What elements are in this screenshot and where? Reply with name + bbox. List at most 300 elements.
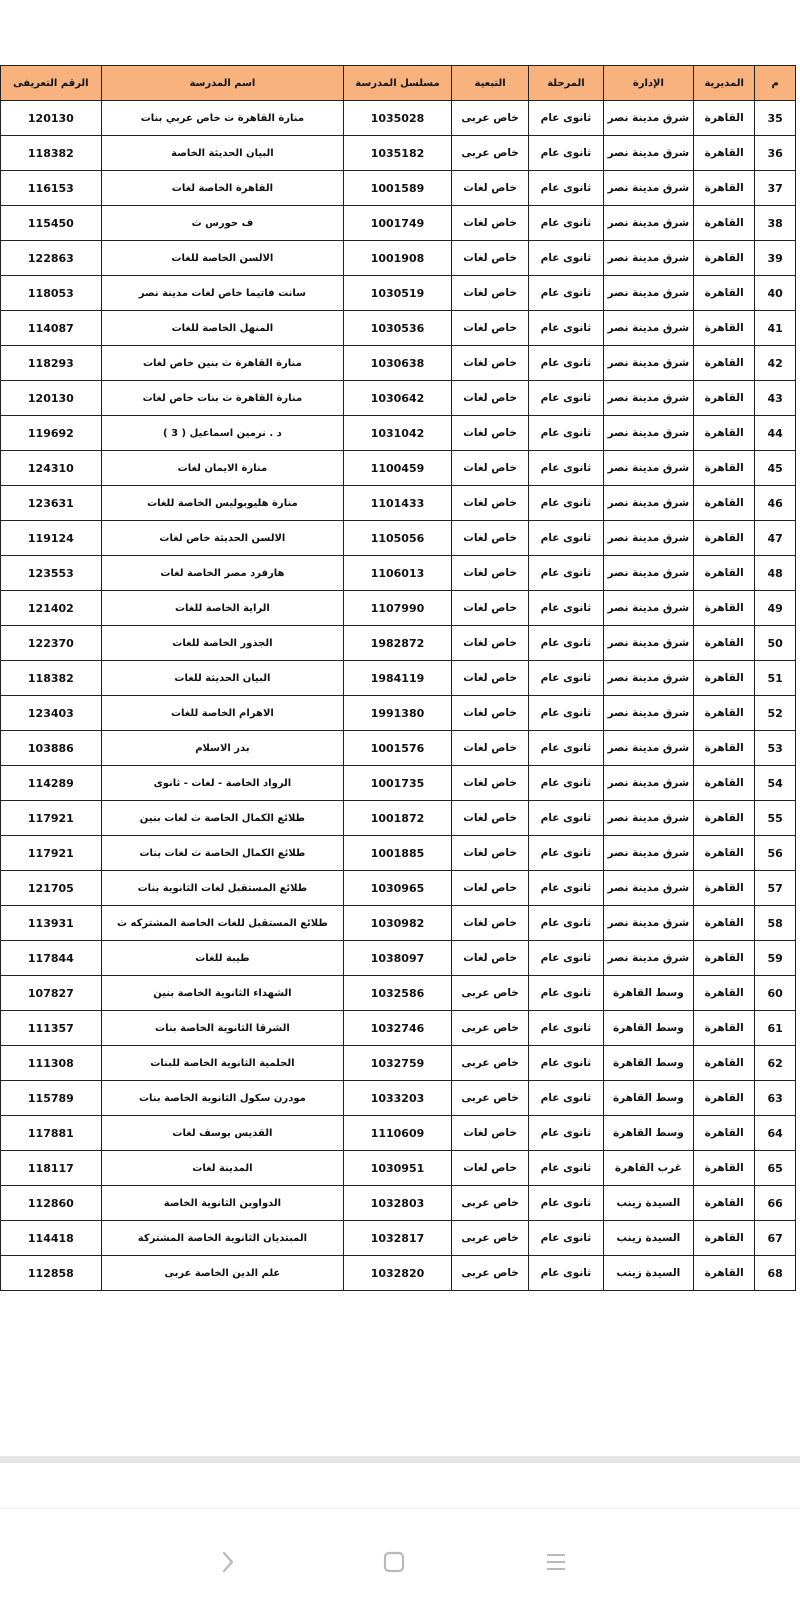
- cell-administration: شرق مدينة نصر: [603, 451, 694, 486]
- cell-governorate: القاهرة: [694, 206, 755, 241]
- cell-governorate: القاهرة: [694, 276, 755, 311]
- cell-code: 120130: [1, 101, 102, 136]
- cell-administration: شرق مدينة نصر: [603, 661, 694, 696]
- cell-administration: السيدة زينب: [603, 1256, 694, 1291]
- cell-index: 50: [755, 626, 796, 661]
- cell-school-name: الحلمية الثانوية الخاصة للبنات: [101, 1046, 343, 1081]
- cell-governorate: القاهرة: [694, 1116, 755, 1151]
- cell-school-name: المدينة لغات: [101, 1151, 343, 1186]
- cell-code: 118053: [1, 276, 102, 311]
- table-row: [1, 941, 796, 976]
- cell-affiliation: خاص عربى: [451, 136, 528, 171]
- cell-stage: ثانوى عام: [529, 1116, 603, 1151]
- cell-stage: ثانوى عام: [529, 871, 603, 906]
- cell-administration: وسط القاهرة: [603, 976, 694, 1011]
- cell-serial: 1001872: [344, 801, 452, 836]
- cell-index: 52: [755, 696, 796, 731]
- table-row: [1, 766, 796, 801]
- table-row: [1, 486, 796, 521]
- cell-code: 123631: [1, 486, 102, 521]
- cell-governorate: القاهرة: [694, 1011, 755, 1046]
- cell-index: 47: [755, 521, 796, 556]
- table-row: [1, 731, 796, 766]
- cell-affiliation: خاص لغات: [451, 871, 528, 906]
- cell-code: 122863: [1, 241, 102, 276]
- cell-affiliation: خاص لغات: [451, 311, 528, 346]
- table-row: [1, 171, 796, 206]
- cell-stage: ثانوى عام: [529, 136, 603, 171]
- table-body: [1, 101, 796, 1291]
- cell-governorate: القاهرة: [694, 451, 755, 486]
- cell-stage: ثانوى عام: [529, 1046, 603, 1081]
- cell-code: 116153: [1, 171, 102, 206]
- cell-governorate: القاهرة: [694, 1046, 755, 1081]
- cell-affiliation: خاص عربى: [451, 1011, 528, 1046]
- cell-governorate: القاهرة: [694, 416, 755, 451]
- cell-serial: 1100459: [344, 451, 452, 486]
- header-school-name: اسم المدرسة: [101, 66, 343, 101]
- cell-governorate: القاهرة: [694, 486, 755, 521]
- cell-serial: 1033203: [344, 1081, 452, 1116]
- table-row: [1, 241, 796, 276]
- cell-governorate: القاهرة: [694, 871, 755, 906]
- table-row: [1, 1256, 796, 1291]
- table-row: [1, 1151, 796, 1186]
- cell-administration: شرق مدينة نصر: [603, 171, 694, 206]
- cell-stage: ثانوى عام: [529, 416, 603, 451]
- table-row: [1, 626, 796, 661]
- cell-administration: السيدة زينب: [603, 1221, 694, 1256]
- cell-stage: ثانوى عام: [529, 696, 603, 731]
- cell-administration: شرق مدينة نصر: [603, 801, 694, 836]
- cell-affiliation: خاص عربى: [451, 1256, 528, 1291]
- cell-administration: شرق مدينة نصر: [603, 381, 694, 416]
- cell-affiliation: خاص لغات: [451, 661, 528, 696]
- cell-code: 113931: [1, 906, 102, 941]
- back-button[interactable]: [213, 1547, 243, 1577]
- header-serial: مسلسل المدرسة: [344, 66, 452, 101]
- cell-affiliation: خاص لغات: [451, 451, 528, 486]
- table-row: [1, 836, 796, 871]
- cell-stage: ثانوى عام: [529, 731, 603, 766]
- cell-school-name: طلائع الكمال الخاصة ث لغات بنين: [101, 801, 343, 836]
- cell-index: 43: [755, 381, 796, 416]
- cell-school-name: علم الدين الخاصة عربى: [101, 1256, 343, 1291]
- cell-code: 111308: [1, 1046, 102, 1081]
- table-row: [1, 416, 796, 451]
- table-row: [1, 906, 796, 941]
- cell-code: 118382: [1, 661, 102, 696]
- cell-index: 41: [755, 311, 796, 346]
- cell-code: 124310: [1, 451, 102, 486]
- cell-school-name: د . نرمين اسماعيل ( 3 ): [101, 416, 343, 451]
- table-row: [1, 276, 796, 311]
- cell-code: 122370: [1, 626, 102, 661]
- cell-serial: 1106013: [344, 556, 452, 591]
- table-row: [1, 1186, 796, 1221]
- cell-administration: شرق مدينة نصر: [603, 241, 694, 276]
- cell-affiliation: خاص لغات: [451, 486, 528, 521]
- cell-code: 119692: [1, 416, 102, 451]
- cell-school-name: القديس يوسف لغات: [101, 1116, 343, 1151]
- cell-code: 114289: [1, 766, 102, 801]
- cell-index: 38: [755, 206, 796, 241]
- cell-stage: ثانوى عام: [529, 906, 603, 941]
- cell-governorate: القاهرة: [694, 1151, 755, 1186]
- cell-code: 118117: [1, 1151, 102, 1186]
- cell-administration: السيدة زينب: [603, 1186, 694, 1221]
- table-header-row: [1, 66, 796, 101]
- cell-serial: 1110609: [344, 1116, 452, 1151]
- cell-stage: ثانوى عام: [529, 206, 603, 241]
- table-row: [1, 521, 796, 556]
- cell-stage: ثانوى عام: [529, 836, 603, 871]
- cell-school-name: بدر الاسلام: [101, 731, 343, 766]
- cell-administration: شرق مدينة نصر: [603, 731, 694, 766]
- cell-school-name: طلائع المستقبل لغات الثانوية بنات: [101, 871, 343, 906]
- cell-affiliation: خاص لغات: [451, 416, 528, 451]
- cell-serial: 1030519: [344, 276, 452, 311]
- cell-index: 53: [755, 731, 796, 766]
- cell-index: 55: [755, 801, 796, 836]
- cell-affiliation: خاص لغات: [451, 276, 528, 311]
- recents-button[interactable]: [541, 1547, 571, 1577]
- cell-index: 46: [755, 486, 796, 521]
- cell-index: 57: [755, 871, 796, 906]
- cell-index: 51: [755, 661, 796, 696]
- cell-governorate: القاهرة: [694, 906, 755, 941]
- cell-governorate: القاهرة: [694, 661, 755, 696]
- cell-serial: 1032586: [344, 976, 452, 1011]
- cell-school-name: مودرن سكول الثانوية الخاصة بنات: [101, 1081, 343, 1116]
- cell-serial: 1105056: [344, 521, 452, 556]
- cell-governorate: القاهرة: [694, 346, 755, 381]
- cell-serial: 1038097: [344, 941, 452, 976]
- cell-code: 121402: [1, 591, 102, 626]
- cell-index: 36: [755, 136, 796, 171]
- cell-school-name: طلائع المستقبل للغات الخاصة المشتركه ث: [101, 906, 343, 941]
- cell-serial: 1001885: [344, 836, 452, 871]
- cell-governorate: القاهرة: [694, 1221, 755, 1256]
- cell-index: 68: [755, 1256, 796, 1291]
- bottom-divider: [0, 1456, 800, 1463]
- cell-stage: ثانوى عام: [529, 451, 603, 486]
- cell-school-name: منارة الايمان لغات: [101, 451, 343, 486]
- cell-governorate: القاهرة: [694, 101, 755, 136]
- cell-school-name: طيبة للغات: [101, 941, 343, 976]
- table-row: [1, 801, 796, 836]
- cell-serial: 1031042: [344, 416, 452, 451]
- cell-index: 56: [755, 836, 796, 871]
- cell-serial: 1032803: [344, 1186, 452, 1221]
- cell-serial: 1101433: [344, 486, 452, 521]
- cell-stage: ثانوى عام: [529, 941, 603, 976]
- cell-school-name: الشرقا الثانوية الخاصة بنات: [101, 1011, 343, 1046]
- cell-governorate: القاهرة: [694, 1256, 755, 1291]
- table-row: [1, 1116, 796, 1151]
- cell-affiliation: خاص لغات: [451, 1151, 528, 1186]
- cell-administration: شرق مدينة نصر: [603, 521, 694, 556]
- table-row: [1, 346, 796, 381]
- header-code: الرقم التعريفى: [1, 66, 102, 101]
- cell-governorate: القاهرة: [694, 696, 755, 731]
- cell-index: 48: [755, 556, 796, 591]
- cell-serial: 1032817: [344, 1221, 452, 1256]
- cell-school-name: الدواوين الثانوية الخاصة: [101, 1186, 343, 1221]
- cell-school-name: هارفرد مصر الخاصة لغات: [101, 556, 343, 591]
- table-row: [1, 136, 796, 171]
- cell-code: 121705: [1, 871, 102, 906]
- cell-school-name: الراية الخاصة للغات: [101, 591, 343, 626]
- cell-code: 117921: [1, 801, 102, 836]
- table-row: [1, 661, 796, 696]
- cell-governorate: القاهرة: [694, 836, 755, 871]
- cell-index: 62: [755, 1046, 796, 1081]
- table-row: [1, 1011, 796, 1046]
- cell-serial: 1982872: [344, 626, 452, 661]
- table-row: [1, 311, 796, 346]
- cell-administration: شرق مدينة نصر: [603, 871, 694, 906]
- cell-governorate: القاهرة: [694, 1186, 755, 1221]
- cell-governorate: القاهرة: [694, 731, 755, 766]
- cell-administration: شرق مدينة نصر: [603, 486, 694, 521]
- cell-stage: ثانوى عام: [529, 801, 603, 836]
- cell-code: 114418: [1, 1221, 102, 1256]
- cell-affiliation: خاص لغات: [451, 801, 528, 836]
- cell-index: 63: [755, 1081, 796, 1116]
- cell-serial: 1035028: [344, 101, 452, 136]
- cell-school-name: المبتديان الثانوية الخاصة المشتركة: [101, 1221, 343, 1256]
- cell-governorate: القاهرة: [694, 241, 755, 276]
- cell-affiliation: خاص لغات: [451, 906, 528, 941]
- cell-affiliation: خاص لغات: [451, 521, 528, 556]
- cell-code: 117881: [1, 1116, 102, 1151]
- cell-serial: 1030638: [344, 346, 452, 381]
- cell-index: 40: [755, 276, 796, 311]
- table-row: [1, 976, 796, 1011]
- cell-code: 112860: [1, 1186, 102, 1221]
- cell-school-name: البيان الحديثة للغات: [101, 661, 343, 696]
- cell-governorate: القاهرة: [694, 1081, 755, 1116]
- cell-affiliation: خاص عربى: [451, 1046, 528, 1081]
- cell-index: 44: [755, 416, 796, 451]
- cell-serial: 1032820: [344, 1256, 452, 1291]
- cell-governorate: القاهرة: [694, 521, 755, 556]
- cell-serial: 1032746: [344, 1011, 452, 1046]
- cell-code: 117921: [1, 836, 102, 871]
- cell-school-name: منارة القاهرة ث بنين خاص لغات: [101, 346, 343, 381]
- cell-code: 123403: [1, 696, 102, 731]
- cell-serial: 1001576: [344, 731, 452, 766]
- cell-school-name: طلائع الكمال الخاصة ث لغات بنات: [101, 836, 343, 871]
- cell-affiliation: خاص لغات: [451, 346, 528, 381]
- cell-administration: غرب القاهرة: [603, 1151, 694, 1186]
- chevron-right-icon: [220, 1550, 236, 1574]
- home-button[interactable]: [379, 1547, 409, 1577]
- cell-school-name: البيان الحديثة الخاصة: [101, 136, 343, 171]
- cell-governorate: القاهرة: [694, 801, 755, 836]
- cell-stage: ثانوى عام: [529, 1081, 603, 1116]
- schools-table-container[interactable]: [0, 65, 796, 1291]
- cell-serial: 1107990: [344, 591, 452, 626]
- cell-administration: شرق مدينة نصر: [603, 836, 694, 871]
- cell-serial: 1030642: [344, 381, 452, 416]
- cell-affiliation: خاص لغات: [451, 171, 528, 206]
- cell-administration: شرق مدينة نصر: [603, 766, 694, 801]
- cell-affiliation: خاص عربى: [451, 976, 528, 1011]
- cell-governorate: القاهرة: [694, 626, 755, 661]
- cell-index: 49: [755, 591, 796, 626]
- cell-administration: شرق مدينة نصر: [603, 101, 694, 136]
- cell-index: 45: [755, 451, 796, 486]
- cell-stage: ثانوى عام: [529, 311, 603, 346]
- cell-school-name: الرواد الخاصة - لغات - ثانوى: [101, 766, 343, 801]
- cell-index: 39: [755, 241, 796, 276]
- cell-governorate: القاهرة: [694, 381, 755, 416]
- cell-affiliation: خاص لغات: [451, 241, 528, 276]
- table-row: [1, 871, 796, 906]
- cell-governorate: القاهرة: [694, 766, 755, 801]
- cell-serial: 1030536: [344, 311, 452, 346]
- cell-code: 115789: [1, 1081, 102, 1116]
- header-stage: المرحلة: [529, 66, 603, 101]
- cell-school-name: منارة هليوبوليس الخاصة للغات: [101, 486, 343, 521]
- cell-index: 42: [755, 346, 796, 381]
- header-affiliation: التبعية: [451, 66, 528, 101]
- cell-school-name: الالسن الحديثة خاص لغات: [101, 521, 343, 556]
- cell-stage: ثانوى عام: [529, 1011, 603, 1046]
- table-row: [1, 591, 796, 626]
- cell-affiliation: خاص عربى: [451, 101, 528, 136]
- header-administration: الإدارة: [603, 66, 694, 101]
- table-row: [1, 101, 796, 136]
- menu-lines-icon: [544, 1550, 568, 1574]
- cell-school-name: الالسن الخاصة للغات: [101, 241, 343, 276]
- cell-school-name: منارة القاهرة ث بنات خاص لغات: [101, 381, 343, 416]
- cell-code: 123553: [1, 556, 102, 591]
- cell-affiliation: خاص عربى: [451, 1081, 528, 1116]
- cell-affiliation: خاص لغات: [451, 206, 528, 241]
- cell-affiliation: خاص لغات: [451, 836, 528, 871]
- table-row: [1, 556, 796, 591]
- schools-table: [0, 65, 796, 1291]
- cell-serial: 1032759: [344, 1046, 452, 1081]
- cell-index: 59: [755, 941, 796, 976]
- cell-code: 118293: [1, 346, 102, 381]
- cell-serial: 1030965: [344, 871, 452, 906]
- cell-affiliation: خاص لغات: [451, 941, 528, 976]
- cell-index: 61: [755, 1011, 796, 1046]
- cell-governorate: القاهرة: [694, 556, 755, 591]
- cell-governorate: القاهرة: [694, 171, 755, 206]
- cell-school-name: سانت فاتيما خاص لغات مدينة نصر: [101, 276, 343, 311]
- cell-stage: ثانوى عام: [529, 661, 603, 696]
- cell-code: 118382: [1, 136, 102, 171]
- cell-governorate: القاهرة: [694, 311, 755, 346]
- cell-administration: شرق مدينة نصر: [603, 276, 694, 311]
- cell-administration: وسط القاهرة: [603, 1046, 694, 1081]
- cell-school-name: منارة القاهرة ث خاص عربي بنات: [101, 101, 343, 136]
- cell-affiliation: خاص لغات: [451, 381, 528, 416]
- cell-stage: ثانوى عام: [529, 976, 603, 1011]
- header-index: م: [755, 66, 796, 101]
- cell-code: 120130: [1, 381, 102, 416]
- cell-affiliation: خاص لغات: [451, 591, 528, 626]
- cell-administration: شرق مدينة نصر: [603, 906, 694, 941]
- cell-index: 58: [755, 906, 796, 941]
- table-row: [1, 696, 796, 731]
- cell-serial: 1001908: [344, 241, 452, 276]
- cell-administration: شرق مدينة نصر: [603, 556, 694, 591]
- table-row: [1, 451, 796, 486]
- cell-administration: شرق مدينة نصر: [603, 626, 694, 661]
- cell-index: 66: [755, 1186, 796, 1221]
- cell-administration: شرق مدينة نصر: [603, 696, 694, 731]
- cell-index: 60: [755, 976, 796, 1011]
- cell-index: 54: [755, 766, 796, 801]
- cell-index: 64: [755, 1116, 796, 1151]
- cell-administration: شرق مدينة نصر: [603, 591, 694, 626]
- cell-school-name: ف حورس ث: [101, 206, 343, 241]
- cell-governorate: القاهرة: [694, 976, 755, 1011]
- square-home-icon: [382, 1550, 406, 1574]
- table-row: [1, 206, 796, 241]
- cell-code: 119124: [1, 521, 102, 556]
- cell-code: 103886: [1, 731, 102, 766]
- table-row: [1, 381, 796, 416]
- table-row: [1, 1046, 796, 1081]
- cell-administration: شرق مدينة نصر: [603, 416, 694, 451]
- cell-stage: ثانوى عام: [529, 1151, 603, 1186]
- cell-stage: ثانوى عام: [529, 766, 603, 801]
- cell-stage: ثانوى عام: [529, 276, 603, 311]
- cell-school-name: القاهرة الخاصة لغات: [101, 171, 343, 206]
- cell-serial: 1035182: [344, 136, 452, 171]
- cell-school-name: الاهرام الخاصة للغات: [101, 696, 343, 731]
- cell-administration: شرق مدينة نصر: [603, 941, 694, 976]
- cell-governorate: القاهرة: [694, 941, 755, 976]
- cell-administration: وسط القاهرة: [603, 1116, 694, 1151]
- cell-code: 111357: [1, 1011, 102, 1046]
- cell-serial: 1001589: [344, 171, 452, 206]
- cell-affiliation: خاص لغات: [451, 731, 528, 766]
- cell-affiliation: خاص عربى: [451, 1186, 528, 1221]
- cell-administration: وسط القاهرة: [603, 1011, 694, 1046]
- cell-affiliation: خاص لغات: [451, 626, 528, 661]
- cell-administration: شرق مدينة نصر: [603, 346, 694, 381]
- cell-index: 65: [755, 1151, 796, 1186]
- cell-school-name: الشهداء الثانوية الخاصة بنين: [101, 976, 343, 1011]
- cell-stage: ثانوى عام: [529, 591, 603, 626]
- table-row: [1, 1221, 796, 1256]
- cell-affiliation: خاص لغات: [451, 696, 528, 731]
- cell-code: 115450: [1, 206, 102, 241]
- cell-serial: 1984119: [344, 661, 452, 696]
- cell-school-name: الجذور الخاصة للغات: [101, 626, 343, 661]
- cell-index: 37: [755, 171, 796, 206]
- cell-index: 35: [755, 101, 796, 136]
- cell-administration: وسط القاهرة: [603, 1081, 694, 1116]
- cell-affiliation: خاص عربى: [451, 1221, 528, 1256]
- cell-school-name: المنهل الخاصة للغات: [101, 311, 343, 346]
- header-governorate: المديرية: [694, 66, 755, 101]
- cell-index: 67: [755, 1221, 796, 1256]
- cell-stage: ثانوى عام: [529, 521, 603, 556]
- system-navigation-bar: [0, 1508, 800, 1600]
- cell-stage: ثانوى عام: [529, 171, 603, 206]
- cell-stage: ثانوى عام: [529, 346, 603, 381]
- cell-stage: ثانوى عام: [529, 241, 603, 276]
